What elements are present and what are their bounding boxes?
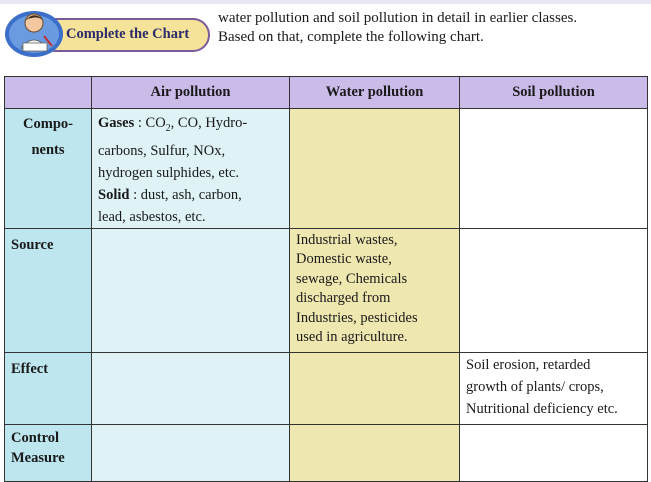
col-header-soil: Soil pollution (460, 77, 648, 109)
row-header-source (5, 228, 92, 352)
col-header-water: Water pollution (290, 77, 460, 109)
solid-text: : dust, ash, carbon, (133, 186, 242, 203)
source-water-line-5: Industries, pesticides (296, 309, 418, 326)
cell-components-soil[interactable] (460, 109, 648, 229)
table-row-effect (5, 352, 648, 424)
cell-effect-water[interactable] (290, 352, 460, 424)
solid-label: Solid (98, 186, 130, 203)
cell-control-soil[interactable] (460, 424, 648, 481)
cell-effect-soil (460, 352, 648, 424)
table-row-source (5, 228, 648, 352)
student-writing-icon (4, 6, 66, 58)
row-header-components-line1: Compo- (23, 116, 73, 132)
components-line-5: lead, asbestos, etc. (98, 208, 206, 225)
components-line-2: carbons, Sulfur, NOx, (98, 142, 226, 159)
gases-text-b: , CO, Hydro- (170, 115, 248, 131)
row-header-components (5, 109, 92, 229)
row-header-components-line2: nents (31, 142, 65, 158)
row-header-control-line2: Measure (11, 449, 65, 466)
intro-line-2: Based on that, complete the following chart. (218, 29, 484, 45)
col-header-air: Air pollution (92, 77, 290, 109)
gases-text: : CO (137, 115, 166, 131)
intro-text (218, 9, 648, 47)
row-header-control (5, 424, 92, 481)
row-header-source-label: Source (11, 236, 54, 253)
intro-line-1: water pollution and soil pollution in detail in earlier classes. (218, 10, 578, 26)
cell-effect-air[interactable] (92, 352, 290, 424)
source-water-line-4: discharged from (296, 290, 391, 307)
source-water-line-2: Domestic waste, (296, 251, 392, 268)
effect-soil-line-3: Nutritional deficiency etc. (466, 400, 618, 417)
table-row-control (5, 424, 648, 481)
table-row-components (5, 109, 648, 229)
source-water-line-6: used in agriculture. (296, 329, 408, 346)
gases-label: Gases (98, 115, 135, 131)
cell-control-water[interactable] (290, 424, 460, 481)
pollution-chart-table (4, 76, 648, 482)
source-water-line-3: sewage, Chemicals (296, 270, 408, 287)
components-line-3: hydrogen sulphides, etc. (98, 164, 239, 181)
complete-chart-badge (4, 6, 209, 56)
corner-cell (5, 77, 92, 109)
gases-subscript: 2 (165, 122, 171, 134)
cell-components-water[interactable] (290, 109, 460, 229)
badge-label: Complete the Chart (66, 26, 190, 42)
cell-control-air[interactable] (92, 424, 290, 481)
row-header-effect (5, 352, 92, 424)
cell-source-air[interactable] (92, 228, 290, 352)
cell-components-air (92, 109, 290, 229)
row-header-effect-label: Effect (11, 360, 49, 377)
source-water-line-1: Industrial wastes, (296, 231, 398, 248)
header-row (5, 77, 648, 109)
cell-source-soil[interactable] (460, 228, 648, 352)
effect-soil-line-1: Soil erosion, retarded (466, 356, 591, 373)
row-header-control-line1: Control (11, 429, 60, 446)
cell-source-water (290, 228, 460, 352)
top-strip (0, 0, 651, 4)
effect-soil-line-2: growth of plants/ crops, (466, 378, 604, 395)
